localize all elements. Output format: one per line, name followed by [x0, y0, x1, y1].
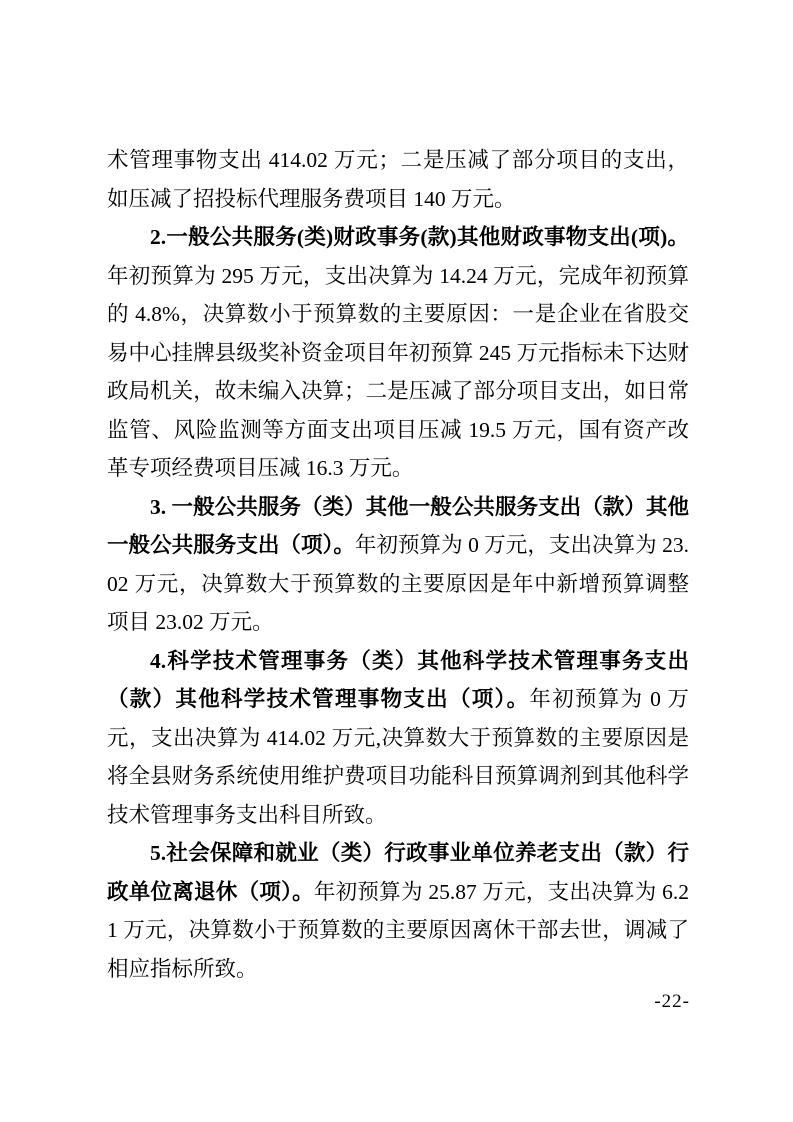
paragraph-text: 年初预算为 25.87 万元，支出决算为 6.21 万元，决算数小于预算数的主要原因离休干部去世，调减了相应指标所致。: [107, 879, 689, 981]
paragraph-lead: 2.一般公共服务(类)财政事务(款)其他财政事物支出(项)。: [150, 225, 689, 249]
paragraph-text: 年初预算为 0 万元，支出决算为 23.02 万元，决算数大于预算数的主要原因是年中新增预算调整项目 23.02 万元。: [107, 533, 689, 634]
paragraph-continuation: [107, 141, 689, 218]
paragraph-text: 年初预算为 0 万元，支出决算为 414.02 万元,决算数大于预算数的主要原因是将全县财务系统使用维护费项目功能科目预算调剂到其他科学技术管理事务支出科目所致。: [107, 687, 689, 827]
paragraph-item-3: [107, 488, 689, 642]
page-number: -22-: [654, 991, 690, 1012]
paragraph-lead: 4.科学技术管理事务（类）其他科学技术管理事务支出（款）其他科学技术管理事物支出（项）。: [107, 648, 689, 711]
paragraph-text: 年初预算为 295 万元，支出决算为 14.24 万元，完成年初预算的 4.8%，决算数小于预算数的主要原因：一是企业在省股交易中心挂牌县级奖补资金项目年初预算 245 万元指标未下达财政局机关，故未编入决算；二是压减了部分项目支出，如日常监管、风险监测等方面支出项目压减 19.5 万元，国有资产改革专项经费项目压减 16.3 万元。: [107, 263, 689, 480]
paragraph-lead: 3. 一般公共服务（类）其他一般公共服务支出（款）其他一般公共服务支出（项）。: [107, 494, 689, 557]
document-body: [107, 141, 689, 988]
paragraph-item-2: [107, 218, 689, 488]
paragraph-lead: 5.社会保障和就业（类）行政事业单位养老支出（款）行政单位离退休（项）。: [107, 841, 689, 904]
paragraph-item-5: [107, 834, 689, 988]
paragraph-text: 术管理事物支出 414.02 万元；二是压减了部分项目的支出，如压减了招投标代理服务费项目 140 万元。: [107, 148, 689, 211]
paragraph-item-4: [107, 642, 689, 835]
